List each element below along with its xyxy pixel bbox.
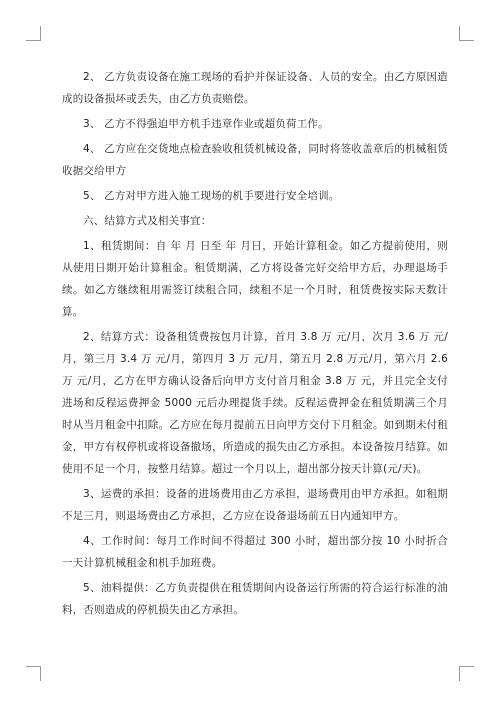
crop-mark-bottom-left — [26, 666, 41, 681]
clause-6-2-settlement-method: 2、结算方式：设备租赁费按包月计算，首月 3.8 万 元/月，次月 3.6 万 元/月，第三月 3.4 万 元/月，第四月 3 万 元/月，第五月 2.8 万元/月，第六月 2.6 万 元/月，乙方在甲方确认设备后向甲方支付首月租金 3.8 万 元，并且完全支付进场和反程运费押金 5000 元后办理提货手续。反程运费押金在租赁期满三个月时从当月租金中扣除。乙方应在每月提前五日向甲方交付下月租金。如到期未付租金，甲方有权停机或将设备撤场，所造成的损失由乙方承担。本设备按月结算。如使用不足一个月，按整月结算。超过一个月以上，超出部分按天计算(元/天)。 — [62, 331, 448, 475]
clause-6-1-lease-period: 1、租赁期间：自 年 月 日至 年 月日，开始计算租金。如乙方提前使用，则从使用日期开始计算租金。租赁期满，乙方将设备完好交给甲方后，办理退场手续。如乙方继续租用需签订续租合同，续租不足一个月时，租赁费按实际天数计算。 — [62, 240, 448, 318]
clause-6-5-fuel-supply: 5、油料提供：乙方负责提供在租赁期间内设备运行所需的符合运行标准的油料，否则造成的停机损失由乙方承担。 — [62, 582, 448, 616]
clause-2-equipment-safety: 2、 乙方负责设备在施工现场的看护并保证设备、人员的安全。由乙方原因造成的设备损坏或丢失，由乙方负责赔偿。 — [62, 71, 448, 105]
crop-mark-top-right — [459, 26, 474, 41]
crop-mark-top-left — [26, 26, 41, 41]
crop-mark-bottom-right — [459, 666, 474, 681]
document-page — [62, 66, 448, 624]
clause-3-no-forced-operation: 3、 乙方不得强迫甲方机手违章作业或超负荷工作。 — [83, 118, 329, 130]
clause-6-4-working-hours: 4、工作时间：每月工作时间不得超过 300 小时，超出部分按 10 小时折合一天计算机械租金和机手加班费。 — [62, 535, 448, 569]
clause-6-3-freight: 3、运费的承担：设备的进场费用由乙方承担，退场费用由甲方承担。如租期不足三月，则退场费由乙方承担，乙方应在设备退场前五日内通知甲方。 — [62, 488, 448, 522]
clause-5-safety-training: 5、 乙方对甲方进入施工现场的机手要进行安全培训。 — [83, 190, 340, 202]
section-6-heading: 六、结算方式及相关事宜： — [83, 215, 212, 227]
clause-4-acceptance-receipt: 4、 乙方应在交货地点检查验收租赁机械设备，同时将签收盖章后的机械租赁收据交给甲方 — [62, 143, 448, 177]
